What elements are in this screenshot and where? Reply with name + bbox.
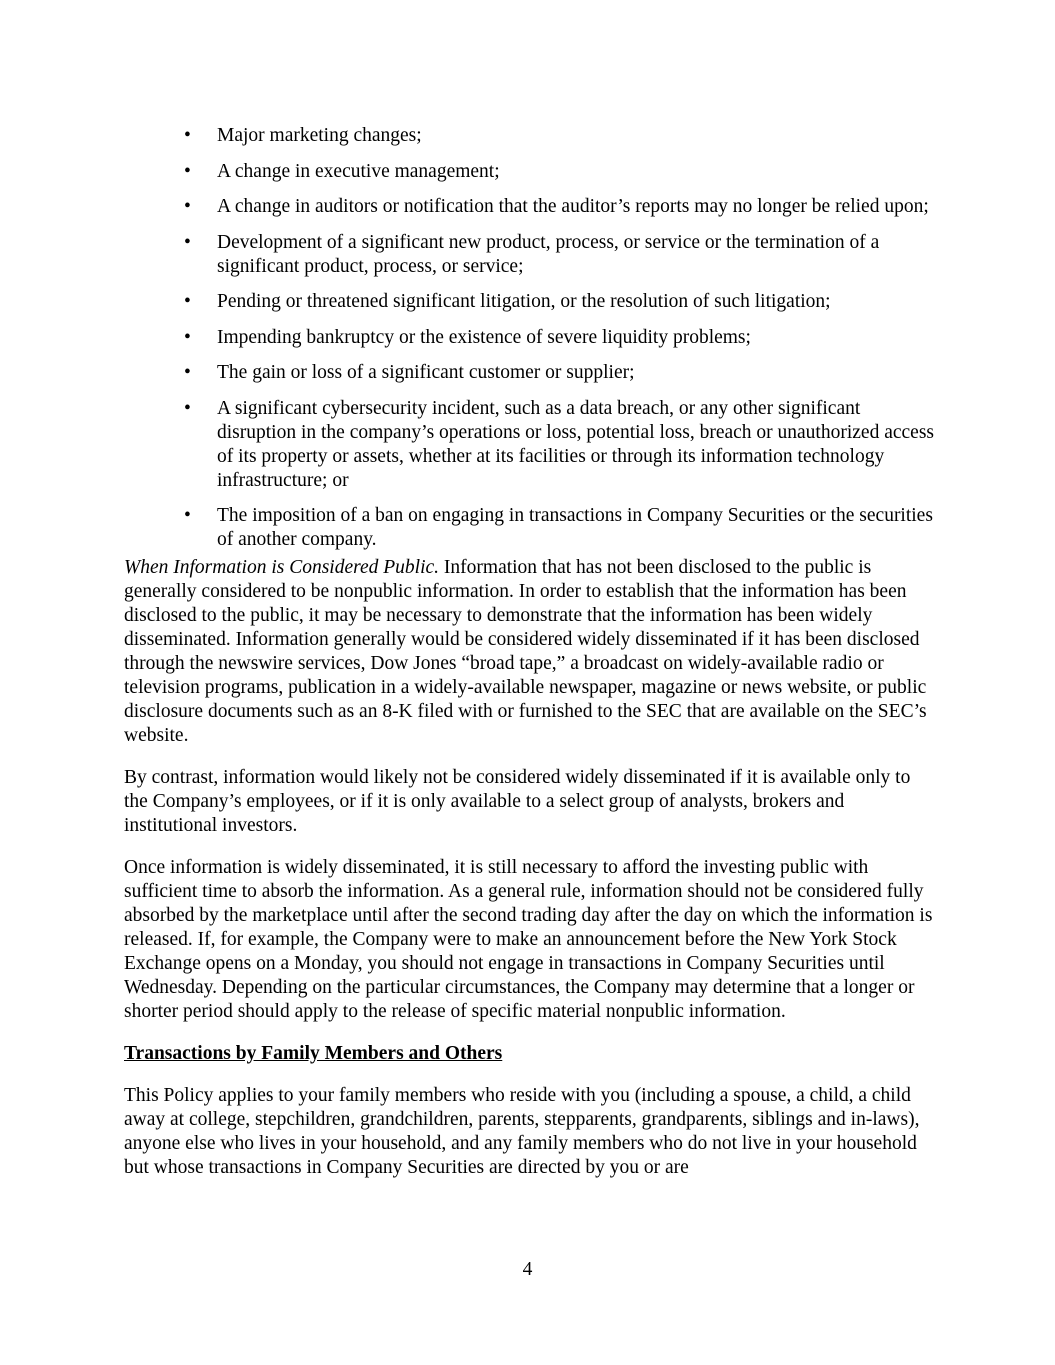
public-information-heading: When Information is Considered Public. [124,557,440,578]
bullet-icon: • [184,196,191,217]
list-item [124,231,934,279]
list-item-text: Pending or threatened significant litigation, or the resolution of such litigation; [217,291,831,312]
list-item-text: Major marketing changes; [217,125,422,146]
list-item-text: A change in executive management; [217,160,500,182]
document-page [124,124,934,1198]
family-section-heading: Transactions by Family Members and Others [124,1043,503,1064]
list-item-text: Development of a significant new product, process, or service or the termination of a significant product, process, or service; [217,231,880,277]
bullet-icon: • [184,231,191,253]
list-item-text: Impending bankruptcy or the existence of severe liquidity problems; [217,326,751,348]
list-item [124,195,934,219]
list-item [124,124,934,148]
bullet-icon: • [184,362,191,383]
list-item-text: The imposition of a ban on engaging in transactions in Company Securities or the securities of another company. [217,505,933,550]
list-item [124,326,934,350]
bullet-icon: • [184,125,191,146]
list-item [124,160,934,184]
list-item [124,361,934,385]
bullet-icon: • [184,160,191,182]
bullet-icon: • [184,505,191,526]
list-item-text: The gain or loss of a significant customer or supplier; [217,362,635,383]
public-information-paragraph [124,556,934,748]
material-information-list [124,124,934,552]
list-item-text: A significant cybersecurity incident, such as a data breach, or any other significant disruption in the company’s operations or loss, potential loss, breach or unauthorized access of its property or assets, whether at its facilities or through its information technology infrastructure; or [217,397,934,491]
page-number: 4 [522,1259,533,1280]
list-item [124,504,934,552]
public-information-text: Information that has not been disclosed to the public is generally considered to be nonpublic information. In order to establish that the information has been disclosed to the public, it may be necessary to demonstrate that the information has been widely disseminated. Information generally would be considered widely disseminated if it has been disclosed through the newswire services, Dow Jones “broad tape,” a broadcast on widely-available radio or television programs, publication in a widely-available newspaper, magazine or news website, or public disclosure documents such as an 8-K filed with or furnished to the SEC that are available on the SEC’s website. [124,557,927,746]
family-section-paragraph: This Policy applies to your family members who reside with you (including a spouse, a child, a child away at college, stepchildren, grandchildren, parents, stepparents, grandparents, siblings and in-laws), anyone else who lives in your household, and any family members who do not live in your household but whose transactions in Company Securities are directed by you or are [124,1085,920,1178]
bullet-icon: • [184,326,191,348]
list-item [124,397,934,493]
contrast-paragraph: By contrast, information would likely not be considered widely disseminated if it is available only to the Company’s employees, or if it is only available to a select group of analysts, brokers and institutional investors. [124,767,911,836]
list-item [124,290,934,314]
list-item-text: A change in auditors or notification that the auditor’s reports may no longer be relied upon; [217,196,929,217]
absorb-paragraph: Once information is widely disseminated, it is still necessary to afford the investing public with sufficient time to absorb the information. As a general rule, information should not be considered fully absorbed by the marketplace until after the second trading day after the day on which the information is released. If, for example, the Company were to make an announcement before the New York Stock Exchange opens on a Monday, you should not engage in transactions in Company Securities until Wednesday. Depending on the particular circumstances, the Company may determine that a longer or shorter period should apply to the release of specific material nonpublic information. [124,857,933,1022]
bullet-icon: • [184,291,191,312]
bullet-icon: • [184,397,191,419]
